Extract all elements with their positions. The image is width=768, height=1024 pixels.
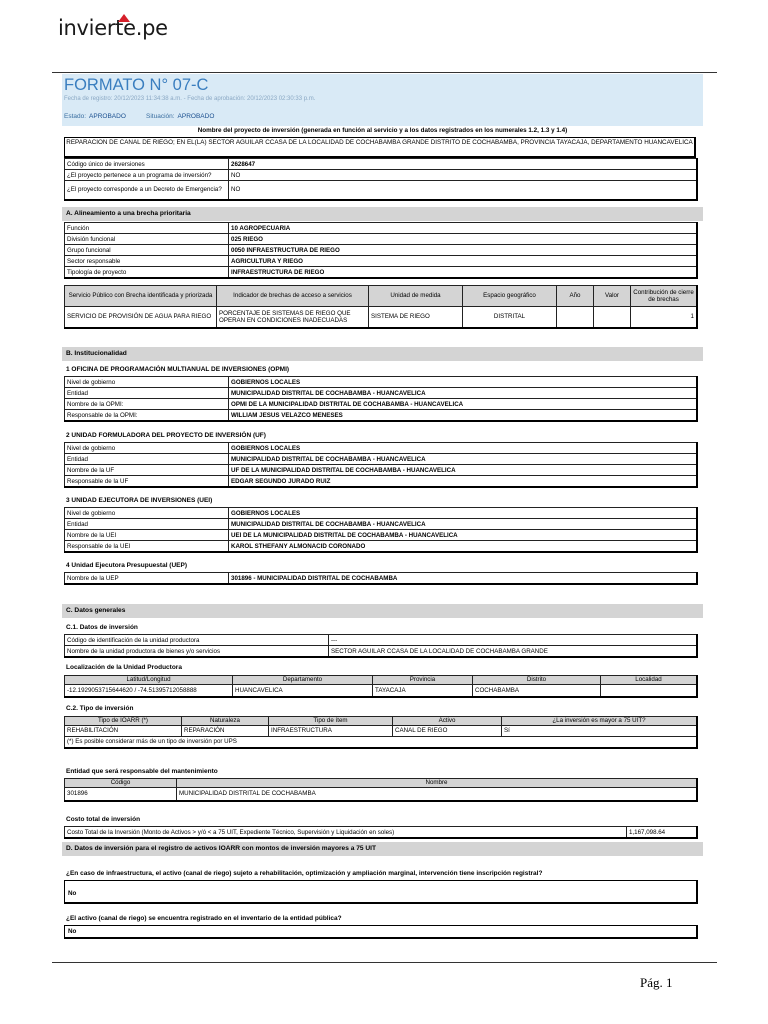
table-cell: Nivel de gobierno [65,508,229,519]
costo-table [64,826,698,839]
section-a-header: A. Alineamiento a una brecha prioritaria [62,207,703,221]
table-cell: SECTOR AGUILAR CCASA DE LA LOCALIDAD DE COCHABAMBA GRANDE [329,646,698,658]
registration-dates: Fecha de registro: 20/12/2023 11:34:38 a.m. - Fecha de aprobación: 20/12/2023 02:30:33 p.m. [64,96,316,102]
table-cell: División funcional [65,234,229,245]
table-row [65,170,698,181]
bottom-divider [52,962,717,963]
table-cell: 1 [631,307,698,329]
table-header-cell: Código [65,779,177,788]
uf-title: 2 UNIDAD FORMULADORA DEL PROYECTO DE INVERSIÓN (UF) [66,432,266,439]
answer-inscripcion: No [64,880,698,904]
table-cell: Grupo funcional [65,245,229,256]
table-cell: 025 RIEGO [229,234,698,245]
estado-value: APROBADO [89,113,126,120]
table-cell [594,307,631,329]
table-row [65,443,698,454]
table-cell: Nombre de la UEI [65,530,229,541]
c1-table [64,634,698,658]
logo-accent-icon [118,14,130,22]
table-cell: Nombre de la UEP [65,573,229,585]
table-cell: Responsable de la UF [65,476,229,488]
project-table [64,158,698,201]
table-cell: Nombre de la unidad productora de bienes y/o servicios [65,646,329,658]
table-header-cell: Unidad de medida [369,286,463,307]
uf-table [64,442,698,488]
table-cell: 301896 [65,787,177,801]
table-cell: MUNICIPALIDAD DISTRITAL DE COCHABAMBA - HUANCAVELICA [229,519,698,530]
localizacion-title: Localización de la Unidad Productora [66,664,182,671]
table-row [65,267,698,279]
mantenimiento-table [64,778,698,802]
table-cell: COCHABAMBA [473,684,601,697]
table-header-row [65,717,698,726]
table-cell: UF DE LA MUNICIPALIDAD DISTRITAL DE COCHABAMBA - HUANCAVELICA [229,465,698,476]
table-cell: Nombre de la OPMI: [65,399,229,410]
table-row [65,519,698,530]
table-cell: MUNICIPALIDAD DISTRITAL DE COCHABAMBA [177,787,698,801]
table-cell: Tipología de proyecto [65,267,229,279]
table-cell: GOBIERNOS LOCALES [229,377,698,388]
table-row [65,635,698,646]
table-cell: INFRAESTRUCTURA DE RIEGO [229,267,698,279]
table-cell: GOBIERNOS LOCALES [229,443,698,454]
costo-title: Costo total de inversión [66,816,141,823]
table-cell: Nombre de la UF [65,465,229,476]
table-row [65,454,698,465]
table-cell: KAROL STHEFANY ALMONACID CORONADO [229,541,698,553]
table-cell: MUNICIPALIDAD DISTRITAL DE COCHABAMBA - HUANCAVELICA [229,388,698,399]
table-header-cell: Servicio Público con Brecha identificada y priorizada [65,286,217,307]
table-row [65,725,698,736]
table-cell [557,307,594,329]
table-cell: Sector responsable [65,256,229,267]
table-cell: Responsable de la UEI [65,541,229,553]
table-cell: GOBIERNOS LOCALES [229,508,698,519]
table-cell: Responsable de la OPMI: [65,410,229,422]
question-inventario: ¿El activo (canal de riego) se encuentra registrado en el inventario de la entidad pública? [66,915,342,922]
table-cell: HUANCAVELICA [233,684,373,697]
table-header-cell: Departamento [233,676,373,685]
table-header-cell: ¿La inversión es mayor a 75 UIT? [502,717,698,726]
table-row [65,181,698,201]
table-cell [601,684,698,697]
uei-title: 3 UNIDAD EJECUTORA DE INVERSIONES (UEI) [66,497,213,504]
table-header-row [65,779,698,788]
table-row [65,465,698,476]
uei-table [64,507,698,553]
table-cell: WILLIAM JESUS VELAZCO MENESES [229,410,698,422]
table-header-cell: Localidad [601,676,698,685]
table-header-cell: Espacio geográfico [463,286,557,307]
table-cell: Entidad [65,388,229,399]
situacion-value: APROBADO [177,113,215,120]
localizacion-table [64,675,698,698]
table-cell: DISTRITAL [463,307,557,329]
table-row [65,377,698,388]
answer-inventario: No [64,925,698,939]
table-header-cell: Año [557,286,594,307]
top-divider [52,72,717,73]
estado-field: Estado: APROBADO [64,113,126,120]
table-row [65,476,698,488]
table-cell: NO [229,170,698,181]
table-cell: UEI DE LA MUNICIPALIDAD DISTRITAL DE COCHABAMBA - HUANCAVELICA [229,530,698,541]
table-cell: 0050 INFRAESTRUCTURA DE RIEGO [229,245,698,256]
table-row [65,159,698,170]
tipo-inversion-table [64,716,698,749]
table-row [65,684,698,697]
table-cell: 301896 - MUNICIPALIDAD DISTRITAL DE COCHABAMBA [229,573,698,585]
table-header-cell: Activo [393,717,502,726]
table-cell: AGRICULTURA Y RIEGO [229,256,698,267]
logo-text: invierte.pe [58,16,168,40]
table-header-cell: Provincia [373,676,473,685]
table-cell: -12.1929053715644620 / -74.51395712058888 [65,684,233,697]
table-cell: Sí [502,725,698,736]
table-cell: ¿El proyecto pertenece a un programa de inversión? [65,170,229,181]
section-d-header: D. Datos de inversión para el registro de activos IOARR con montos de inversión mayores a 75 UIT [62,842,703,856]
table-cell: Función [65,223,229,234]
opmi-title: 1 OFICINA DE PROGRAMACIÓN MULTIANUAL DE INVERSIONES (OPMI) [66,366,290,373]
table-row [65,223,698,234]
table-cell: SISTEMA DE RIEGO [369,307,463,329]
uep-table [64,572,698,585]
question-inscripcion: ¿En caso de infraestructura, el activo (canal de riego) sujeto a rehabilitación, optimización y ampliación marginal, intervención tiene inscripción registral? [66,870,543,877]
section-b-header: B. Institucionalidad [62,347,703,361]
table-row [65,245,698,256]
table-cell: Código de identificación de la unidad productora [65,635,329,646]
table-cell: TAYACAJA [373,684,473,697]
brecha-table [64,285,698,329]
table-row [65,573,698,585]
table-header-cell: Valor [594,286,631,307]
table-row [65,307,698,329]
table-cell: OPMI DE LA MUNICIPALIDAD DISTRITAL DE COCHABAMBA - HUANCAVELICA [229,399,698,410]
table-header-cell: Contribución de cierre de brechas [631,286,698,307]
table-header-row [65,676,698,685]
table-row [65,508,698,519]
table-cell: CANAL DE RIEGO [393,725,502,736]
table-cell: 10 AGROPECUARIA [229,223,698,234]
section-c-header: C. Datos generales [62,604,703,618]
invierte-logo [58,16,168,40]
tipo-note: (*) Es posible considerar más de un tipo de inversión por UPS [65,736,698,748]
costo-total-value: 1,167,098.64 [627,827,698,839]
table-cell: Costo Total de la Inversión (Monto de Activos > y/ó < a 75 UIT, Expediente Técnico, Supervisión y Liquidación en soles) [65,827,627,839]
table-row [65,399,698,410]
table-cell: EDGAR SEGUNDO JURADO RUIZ [229,476,698,488]
table-row [65,530,698,541]
table-header-cell: Nombre [177,779,698,788]
table-header-cell: Latitud/Longitud [65,676,233,685]
table-cell: Nivel de gobierno [65,443,229,454]
page-number: Pág. 1 [640,975,673,990]
table-cell: NO [229,181,698,201]
table-row [65,646,698,658]
table-cell: REPARACIÓN [182,725,269,736]
page-title: FORMATO N° 07-C [64,76,209,94]
table-cell: Entidad [65,519,229,530]
table-row [65,827,698,839]
uep-title: 4 Unidad Ejecutora Presupuestal (UEP) [66,562,188,569]
alineamiento-table [64,222,698,279]
table-cell: MUNICIPALIDAD DISTRITAL DE COCHABAMBA - HUANCAVELICA [229,454,698,465]
table-cell: SERVICIO DE PROVISIÓN DE AGUA PARA RIEGO [65,307,217,329]
project-name: REPARACION DE CANAL DE RIEGO; EN EL(LA) SECTOR AGUILAR CCASA DE LA LOCALIDAD DE COCHABAMBA GRANDE DISTRITO DE COCHABAMBA, PROVINCIA TAYACAJA, DEPARTAMENTO HUANCAVELICA [64,137,696,158]
table-header-cell: Naturaleza [182,717,269,726]
situacion-field: Situación: APROBADO [146,113,215,120]
table-row [65,410,698,422]
table-header-row [65,286,698,307]
table-row [65,541,698,553]
table-cell: Código único de inversiones [65,159,229,170]
opmi-table [64,376,698,422]
table-row [65,388,698,399]
table-cell: --- [329,635,698,646]
table-cell: 2628647 [229,159,698,170]
table-header-cell: Tipo de ítem [269,717,393,726]
c2-title: C.2. Tipo de inversión [66,705,134,712]
table-header-cell: Tipo de IOARR (*) [65,717,182,726]
table-row [65,234,698,245]
table-cell: INFRAESTRUCTURA [269,725,393,736]
mantenimiento-title: Entidad que será responsable del mantenimiento [66,768,218,775]
table-cell: REHABILITACIÓN [65,725,182,736]
table-header-cell: Distrito [473,676,601,685]
table-cell: PORCENTAJE DE SISTEMAS DE RIEGO QUE OPERAN EN CONDICIONES INADECUADAS [217,307,369,329]
c1-title: C.1. Datos de inversión [66,624,138,631]
table-row [65,736,698,748]
table-cell: Nivel de gobierno [65,377,229,388]
project-name-heading: Nombre del proyecto de inversión (generada en función al servicio y a los datos registrados en los numerales 1.2, 1.3 y 1.4) [197,127,568,134]
table-row [65,787,698,801]
table-cell: ¿El proyecto corresponde a un Decreto de Emergencia? [65,181,229,201]
table-row [65,256,698,267]
table-header-cell: Indicador de brechas de acceso a servicios [217,286,369,307]
table-cell: Entidad [65,454,229,465]
